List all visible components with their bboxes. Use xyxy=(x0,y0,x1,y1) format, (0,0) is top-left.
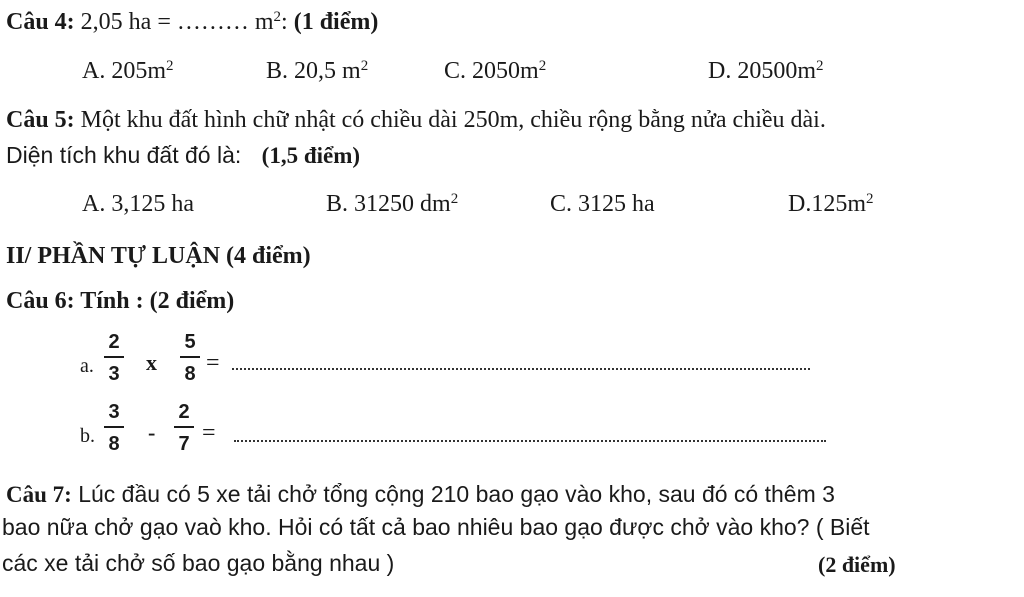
question-4-option-d: D. $20500m^2$ xyxy=(708,58,824,84)
question-7-text-1: Lúc đầu có 5 xe tải chở tổng cộng 210 bao gạo vào kho, sau đó có thêm 3 xyxy=(78,481,835,507)
question-4-label: Câu 4: xyxy=(6,9,75,35)
question-5-points: (1,5 điểm) xyxy=(261,143,361,168)
question-4-text: 2,05 ha = ……… m xyxy=(80,9,274,35)
question-7-line-2: bao nữa chở gạo vaò kho. Hỏi có tất cả bao nhiêu bao gạo được chở vào kho? ( Biết xyxy=(2,514,870,540)
question-6b-fraction-1: 3 8 xyxy=(104,400,124,456)
question-7-line-1 xyxy=(6,480,835,509)
question-6-label: Câu 6: Tính : (2 điểm) xyxy=(6,288,235,314)
question-5-option-d: $D.125m^2$ xyxy=(788,191,874,217)
question-5-line-1 xyxy=(6,106,826,134)
question-5-option-a: A. 3,125 ha xyxy=(82,191,194,217)
question-5-text-2: Diện tích khu đất đó là: xyxy=(6,142,242,168)
question-6a-equals: = xyxy=(206,350,220,376)
question-4-option-a: A. $205m^2$ xyxy=(82,58,174,84)
question-6b-operator: - xyxy=(148,420,156,445)
question-6a-letter: a. xyxy=(80,355,94,377)
question-7-label: Câu 7: xyxy=(6,482,72,507)
question-5-option-c: C. 3125 ha xyxy=(550,191,655,217)
question-4-option-c: C. $2050m^2$ xyxy=(444,58,547,84)
question-5-label: Câu 5: xyxy=(6,107,75,133)
question-6a-answer-blank xyxy=(232,368,810,370)
question-7-points: (2 điểm) xyxy=(818,552,896,577)
question-5-line-2 xyxy=(6,141,360,170)
question-6a-fraction-2: 5 8 xyxy=(180,330,200,386)
question-4-tail: : xyxy=(281,9,288,35)
question-4-sup: 2 xyxy=(273,9,282,25)
question-6b-equals: = xyxy=(202,420,216,446)
question-6b-fraction-2: 2 7 xyxy=(174,400,194,456)
question-5-option-b: B. 31250 $dm^2$ xyxy=(326,191,459,217)
question-4-line xyxy=(6,8,378,36)
question-4-points: (1 điểm) xyxy=(293,9,379,35)
question-6b-answer-blank xyxy=(234,440,826,442)
question-6a-operator: x xyxy=(146,350,157,375)
question-5-text-1: Một khu đất hình chữ nhật có chiều dài 250m, chiều rộng bằng nửa chiều dài. xyxy=(80,107,826,133)
question-6b-letter: b. xyxy=(80,425,95,447)
question-7-line-3: các xe tải chở số bao gạo bằng nhau ) xyxy=(2,550,395,576)
question-6a-fraction-1: 2 3 xyxy=(104,330,124,386)
question-4-option-b: B. 20,5 $m^2$ xyxy=(266,58,369,84)
section-2-title: II/ PHẦN TỰ LUẬN (4 điểm) xyxy=(6,243,311,269)
